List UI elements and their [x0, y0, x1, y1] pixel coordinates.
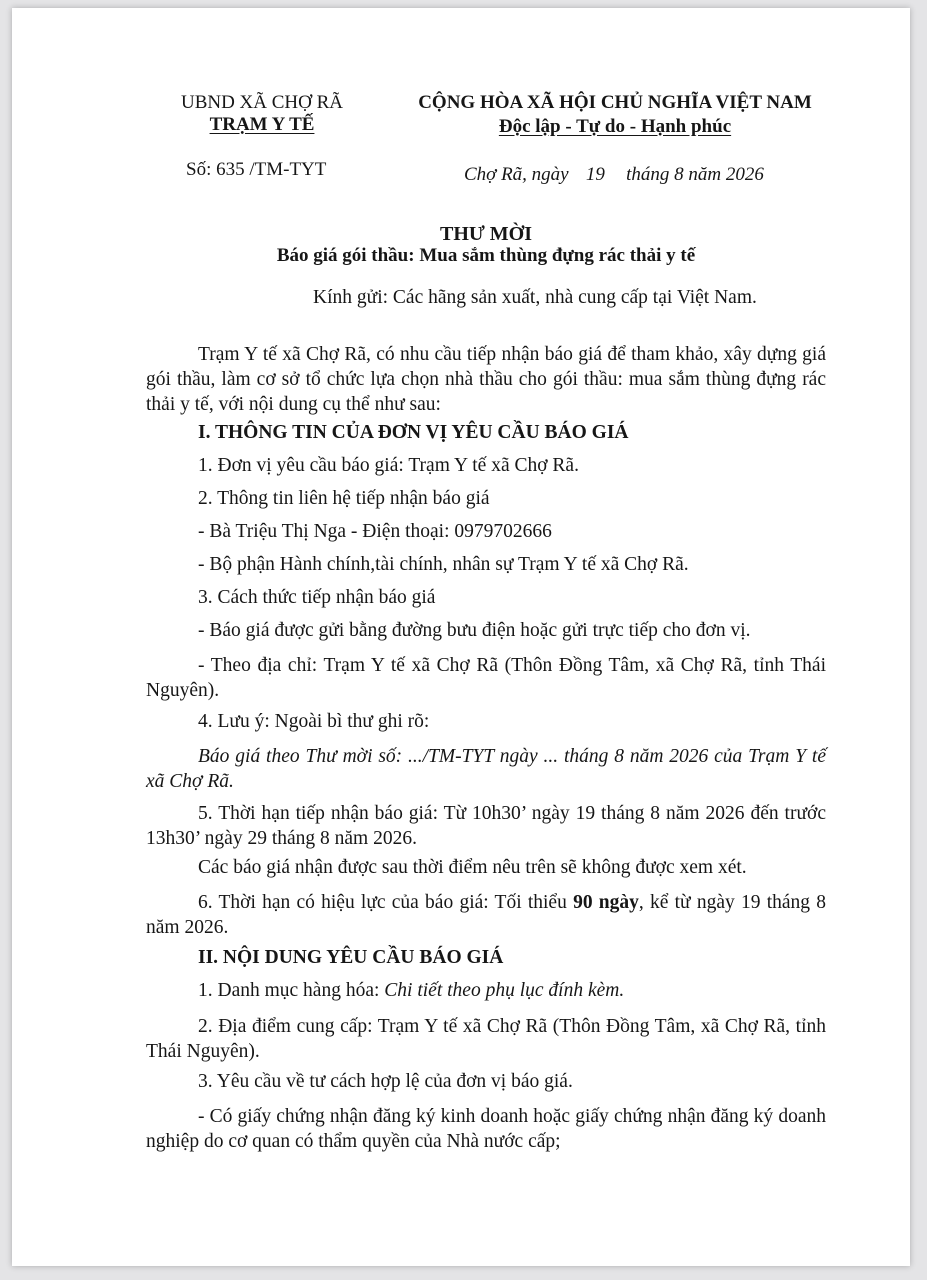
s1-item4-note: Báo giá theo Thư mời số: .../TM-TYT ngày ... tháng 8 năm 2026 của Trạm Y tế xã Chợ Rã.	[146, 746, 826, 792]
s2-item2: 2. Địa điểm cung cấp: Trạm Y tế xã Chợ Rã (Thôn Đồng Tâm, xã Chợ Rã, tỉnh Thái Nguyên).	[146, 1016, 826, 1062]
intro-paragraph: Trạm Y tế xã Chợ Rã, có nhu cầu tiếp nhận báo giá để tham khảo, xây dựng giá gói thầu, làm cơ sở tổ chức lựa chọn nhà thầu cho gói thầu: mua sắm thùng đựng rác thải y tế, với nội dung cụ thể như sau:	[146, 344, 826, 415]
s1-item2-department: - Bộ phận Hành chính,tài chính, nhân sự Trạm Y tế xã Chợ Rã.	[198, 554, 689, 575]
doc-title: THƯ MỜI	[439, 223, 533, 245]
s2-item1	[198, 980, 624, 1002]
date-month-year: tháng 8 năm 2026	[626, 164, 764, 185]
recipient: Kính gửi: Các hãng sản xuất, nhà cung cấp tại Việt Nam.	[313, 287, 757, 308]
national-motto: Độc lập - Tự do - Hạnh phúc	[498, 116, 732, 137]
s2-item1-detail: Chi tiết theo phụ lục đính kèm.	[384, 980, 625, 1001]
section1-heading: I. THÔNG TIN CỦA ĐƠN VỊ YÊU CẦU BÁO GIÁ	[198, 422, 629, 443]
s2-item3: 3. Yêu cầu về tư cách hợp lệ của đơn vị báo giá.	[198, 1071, 573, 1092]
org-name: TRẠM Y TẾ	[209, 114, 315, 135]
date-day: 19	[585, 164, 605, 185]
s1-item4: 4. Lưu ý: Ngoài bì thư ghi rõ:	[198, 711, 430, 732]
s1-item2: 2. Thông tin liên hệ tiếp nhận báo giá	[198, 488, 490, 509]
section2-heading: II. NỘI DUNG YÊU CẦU BÁO GIÁ	[198, 947, 504, 968]
s1-item6-post: , kể từ ngày 19 tháng 8 năm 2026.	[146, 892, 826, 938]
doc-number: Số: 635 /TM-TYT	[186, 159, 327, 180]
s1-item5: 5. Thời hạn tiếp nhận báo giá: Từ 10h30’ ngày 19 tháng 8 năm 2026 đến trước 13h30’ ngày 29 tháng 8 năm 2026.	[146, 803, 826, 849]
s1-item1: 1. Đơn vị yêu cầu báo giá: Trạm Y tế xã Chợ Rã.	[198, 455, 579, 476]
s2-item3-requirement: - Có giấy chứng nhận đăng ký kinh doanh hoặc giấy chứng nhận đăng ký doanh nghiệp do cơ quan có thẩm quyền của Nhà nước cấp;	[146, 1106, 826, 1152]
org-parent: UBND XÃ CHỢ RÃ	[180, 92, 344, 113]
s1-item2-contact: - Bà Triệu Thị Nga - Điện thoại: 0979702666	[198, 521, 552, 542]
s1-item3-address: - Theo địa chỉ: Trạm Y tế xã Chợ Rã (Thôn Đồng Tâm, xã Chợ Rã, tỉnh Thái Nguyên).	[146, 655, 826, 701]
s1-item6-pre: 6. Thời hạn có hiệu lực của báo giá: Tối thiểu	[198, 892, 574, 913]
date-place-label: Chợ Rã, ngày	[464, 164, 569, 185]
doc-subtitle: Báo giá gói thầu: Mua sắm thùng đựng rác thải y tế	[276, 245, 696, 266]
s1-item3: 3. Cách thức tiếp nhận báo giá	[198, 587, 436, 608]
date-place	[464, 164, 764, 186]
s1-item3-method: - Báo giá được gửi bằng đường bưu điện hoặc gửi trực tiếp cho đơn vị.	[198, 620, 751, 641]
s1-item6	[146, 890, 826, 940]
s1-item6-duration: 90 ngày	[573, 892, 639, 913]
nation-title: CỘNG HÒA XÃ HỘI CHỦ NGHĨA VIỆT NAM	[418, 92, 812, 113]
s1-item5-note: Các báo giá nhận được sau thời điểm nêu trên sẽ không được xem xét.	[198, 857, 747, 878]
s2-item1-pre: 1. Danh mục hàng hóa:	[198, 980, 385, 1001]
